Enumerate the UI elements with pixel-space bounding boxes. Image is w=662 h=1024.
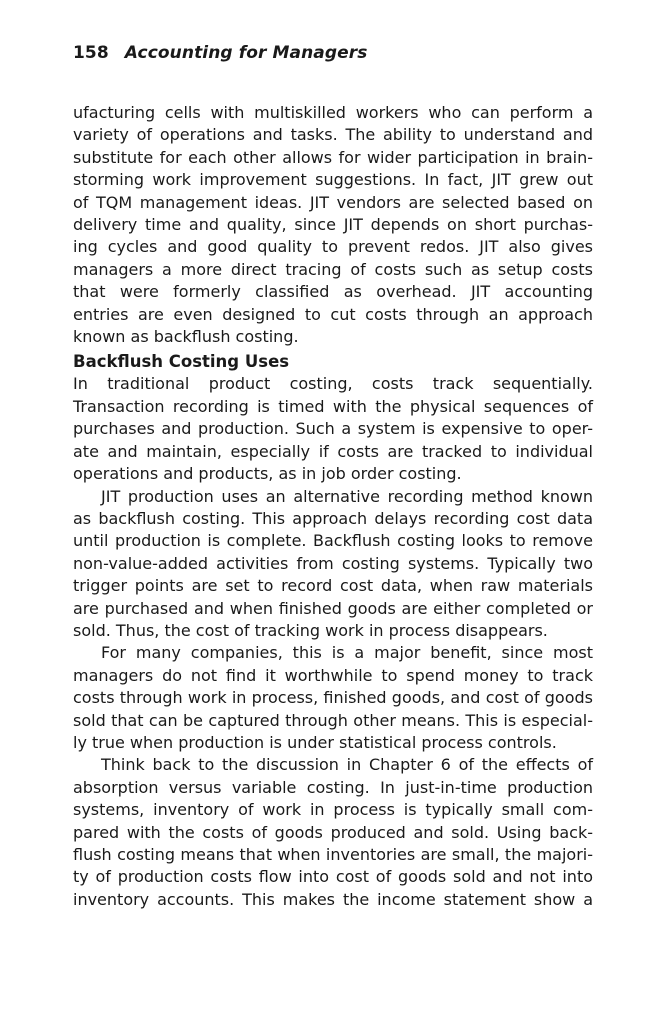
page-number: 158 — [73, 43, 109, 63]
text-line: Transaction recording is timed with the physical sequences of — [73, 396, 593, 416]
section-paragraph-2 — [73, 486, 593, 643]
book-title: Accounting for Managers — [124, 43, 368, 63]
text-line: sold. Thus, the cost of tracking work in process disappears. — [73, 620, 548, 640]
text-line: that were formerly classified as overhead. JIT accounting — [73, 282, 593, 302]
text-line: Think back to the discussion in Chapter 6 of the effects of — [101, 755, 593, 775]
text-line: ing cycles and good quality to prevent redos. JIT also gives — [73, 237, 593, 257]
text-line: systems, inventory of work in process is typically small com- — [73, 800, 593, 820]
text-line: variety of operations and tasks. The ability to understand and — [73, 125, 593, 145]
text-line: non-value-added activities from costing systems. Typically two — [73, 553, 593, 573]
section-heading: Backflush Costing Uses — [73, 352, 290, 372]
text-line: In traditional product costing, costs track sequentially. — [73, 374, 593, 394]
text-line: purchases and production. Such a system is expensive to oper- — [73, 419, 593, 439]
text-line: ly true when production is under statistical process controls. — [73, 732, 557, 752]
text-line: absorption versus variable costing. In just-in-time production — [73, 777, 593, 797]
text-line: known as backflush costing. — [73, 327, 299, 347]
text-line: For many companies, this is a major benefit, since most — [101, 643, 593, 663]
text-line: trigger points are set to record cost data, when raw materials — [73, 576, 593, 596]
text-line: managers do not find it worthwhile to spend money to track — [73, 665, 593, 685]
text-line: flush costing means that when inventories are small, the majori- — [73, 845, 593, 864]
text-line: pared with the costs of goods produced and sold. Using back- — [73, 822, 593, 842]
text-line: of TQM management ideas. JIT vendors are selected based on — [73, 192, 593, 212]
section-paragraph-1 — [73, 373, 593, 485]
text-line: substitute for each other allows for wider participation in brain- — [73, 147, 593, 167]
running-head — [73, 40, 593, 66]
text-line: ufacturing cells with multiskilled workers who can perform a — [73, 103, 593, 122]
text-line: ty of production costs flow into cost of goods sold and not into — [73, 867, 593, 887]
text-line: as backflush costing. This approach delays recording cost data — [73, 508, 593, 528]
text-line: ate and maintain, especially if costs are tracked to individual — [73, 441, 593, 461]
text-line: JIT production uses an alternative recording method known — [101, 486, 593, 506]
text-line: sold that can be captured through other means. This is especial- — [73, 710, 593, 730]
text-line: entries are even designed to cut costs through an approach — [73, 304, 593, 324]
text-line: are purchased and when finished goods are either completed or — [73, 598, 593, 618]
text-line: until production is complete. Backflush costing looks to remove — [73, 531, 593, 551]
section-paragraph-3 — [73, 642, 593, 754]
section-paragraph-4 — [73, 754, 593, 911]
intro-paragraph — [73, 102, 593, 348]
text-line: storming work improvement suggestions. In fact, JIT grew out — [73, 170, 593, 190]
text-line: delivery time and quality, since JIT depends on short purchas- — [73, 215, 593, 235]
book-page — [73, 40, 593, 911]
text-line: managers a more direct tracing of costs such as setup costs — [73, 259, 593, 279]
text-line: operations and products, as in job order costing. — [73, 464, 462, 484]
text-line: inventory accounts. This makes the income statement show a — [73, 889, 593, 909]
text-line: costs through work in process, finished goods, and cost of goods — [73, 688, 593, 708]
